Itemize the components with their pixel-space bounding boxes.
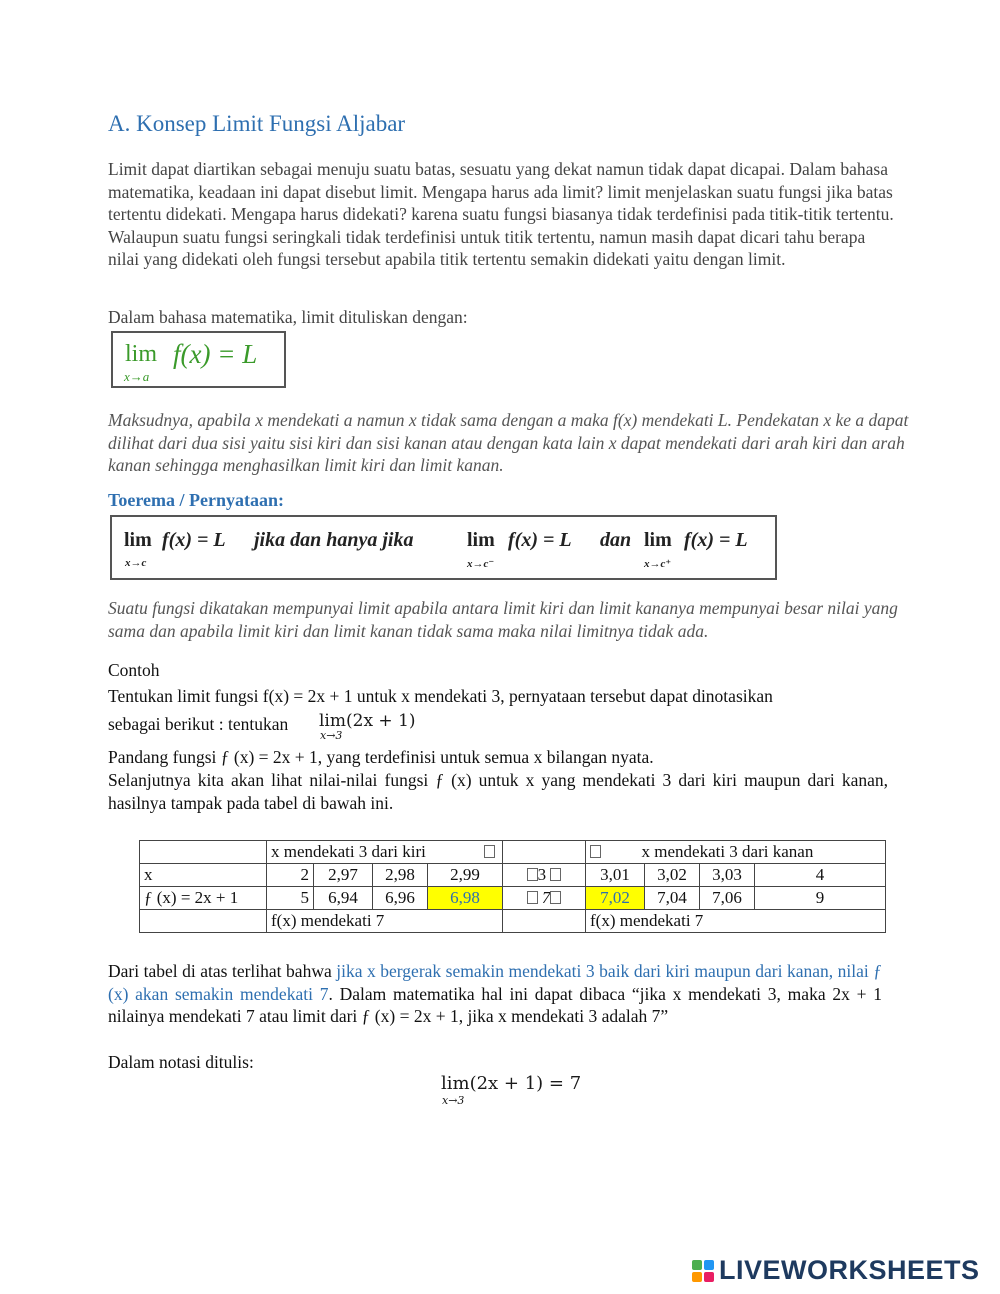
conclusion-lead: Dari tabel di atas terlihat bahwa [108, 961, 337, 981]
table-row [140, 864, 886, 887]
left-approach-header: x mendekati 3 dari kiri [271, 842, 426, 861]
conclusion-paragraph [108, 960, 882, 1028]
table-cell: 6,94 [314, 887, 373, 910]
theorem-formula [110, 515, 777, 580]
example-notation-intro: sebagai berikut : tentukan [108, 714, 289, 734]
left-arrow-icon [550, 891, 561, 904]
table-cell: 2 [267, 864, 314, 887]
liveworksheets-logo [692, 1255, 980, 1286]
lim-expression: lim(2x + 1) [319, 711, 416, 731]
table-cell [503, 887, 586, 910]
limit-definition-formula [111, 331, 286, 388]
theorem-connector: jika dan hanya jika [254, 529, 414, 551]
conclusion-highlight: jika x bergerak semakin mendekati 3 baik dari kiri maupun dari kanan, nilai ƒ (x) akan semakin mendekati 7 [108, 961, 883, 1004]
limit-condition-paragraph: Suatu fungsi dikatakan mempunyai limit apabila antara limit kiri dan limit kananya mempunyai besar nilai yang sama dan apabila limit kiri dan limit kanan tidak sama maka nilai limitnya tidak ada. [108, 598, 898, 641]
left-arrow-icon [590, 845, 601, 858]
table-cell: 7,06 [700, 887, 755, 910]
explanation-paragraph: Maksudnya, apabila x mendekati a namun x tidak sama dengan a maka f(x) mendekati L. Pendekatan x ke a dapat dilihat dari dua sisi yaitu sisi kiri dan sisi kanan atau dengan kata lain x dapat mendekati dari arah kiri dan arah kanan sehingga menghasilkan limit kiri dan limit kanan. [108, 410, 909, 475]
lim-symbol: lim [124, 529, 152, 551]
lim-expression: f(x) = L [508, 529, 572, 551]
x-target-value: 3 [537, 865, 547, 884]
section-heading: A. Konsep Limit Fungsi Aljabar [108, 111, 406, 136]
table-cell: 4 [755, 864, 886, 887]
intro-paragraph: Limit dapat diartikan sebagai menuju suatu batas, sesuatu yang dekat namun tidak dapat dicapai. Dalam bahasa matematika, keadaan ini dapat disebut limit. Mengapa harus ada limit? limit menjelaskan suatu fungsi jika batas tertentu didekati. Mengapa harus didekati? karena suatu fungsi biasanya tidak terdefinisi pada titik-titik tertentu. Walaupun suatu fungsi seringkali tidak terdefinisi untuk titik tertentu, namun masih dapat dicari tahu berapa nilai yang didekati oleh fungsi tersebut apabila titik tertentu semakin didekati yaitu dengan limit. [108, 159, 894, 269]
table-cell: 2,98 [373, 864, 428, 887]
table-cell: 3,02 [645, 864, 700, 887]
right-arrow-icon [527, 891, 538, 904]
table-cell: 6,96 [373, 887, 428, 910]
table-cell: 3,01 [586, 864, 645, 887]
lim-symbol: lim [467, 529, 495, 551]
notation-label: Dalam notasi ditulis: [108, 1052, 254, 1072]
right-arrow-icon [484, 845, 495, 858]
left-conclusion: f(x) mendekati 7 [267, 910, 503, 933]
theorem-heading: Toerema / Pernyataan: [108, 490, 284, 510]
table-cell: 7,04 [645, 887, 700, 910]
example-label: Contoh [108, 660, 160, 680]
table-cell: 3,03 [700, 864, 755, 887]
logo-icon [692, 1260, 714, 1282]
limit-value-table [139, 840, 886, 933]
lim-expression: lim(2x + 1) = 7 [441, 1073, 582, 1094]
highlighted-cell: 7,02 [586, 887, 645, 910]
table-row [140, 910, 886, 933]
table-cell: 2,97 [314, 864, 373, 887]
left-arrow-icon [550, 868, 561, 881]
table-row [140, 887, 886, 910]
table-cell [503, 864, 586, 887]
right-approach-header: x mendekati 3 dari kanan [641, 842, 814, 861]
table-cell: 9 [755, 887, 886, 910]
table-intro: Selanjutnya kita akan lihat nilai-nilai fungsi ƒ (x) untuk x yang mendekati 3 dari kiri maupun dari kanan, hasilnya tampak pada tabel di bawah ini. [108, 770, 888, 813]
lim-subscript: x→c [125, 557, 147, 569]
conclusion-rest: . Dalam matematika hal ini dapat dibaca “jika x mendekati 3, maka 2x + 1 nilainya mendekati 7 atau limit dari ƒ (x) = 2x + 1, jika x mendekati 3 adalah 7” [108, 983, 882, 1026]
table-row [140, 841, 886, 864]
example-question: Tentukan limit fungsi f(x) = 2x + 1 untuk x mendekati 3, pernyataan tersebut dapat dinotasikan [108, 686, 773, 706]
right-arrow-icon [527, 868, 538, 881]
table-cell: 5 [267, 887, 314, 910]
f-row-label: ƒ (x) = 2x + 1 [140, 887, 267, 910]
lim-expression: f(x) = L [173, 339, 258, 369]
final-limit-notation [441, 1073, 582, 1107]
table-cell: 2,99 [428, 864, 503, 887]
logo-text: LIVEWORKSHEETS [719, 1255, 980, 1285]
f-target-value: 7 [541, 888, 551, 907]
right-conclusion: f(x) mendekati 7 [586, 910, 886, 933]
lim-symbol: lim [644, 529, 672, 551]
lim-subscript: x→a [124, 369, 150, 384]
lim-subscript: x→3 [442, 1094, 465, 1107]
highlighted-cell: 6,98 [428, 887, 503, 910]
notation-intro: Dalam bahasa matematika, limit dituliskan dengan: [108, 307, 468, 327]
lim-symbol: lim [125, 341, 158, 367]
lim-subscript: x→3 [320, 729, 343, 742]
lim-subscript: x→c⁻ [467, 558, 495, 570]
theorem-connector: dan [600, 529, 632, 551]
x-row-label: x [140, 864, 267, 887]
lim-expression: f(x) = L [684, 529, 748, 551]
lim-expression: f(x) = L [162, 529, 226, 551]
example-limit-notation [319, 711, 416, 742]
lim-subscript: x→c⁺ [644, 558, 672, 570]
function-statement: Pandang fungsi ƒ (x) = 2x + 1, yang terdefinisi untuk semua x bilangan nyata. [108, 747, 654, 767]
